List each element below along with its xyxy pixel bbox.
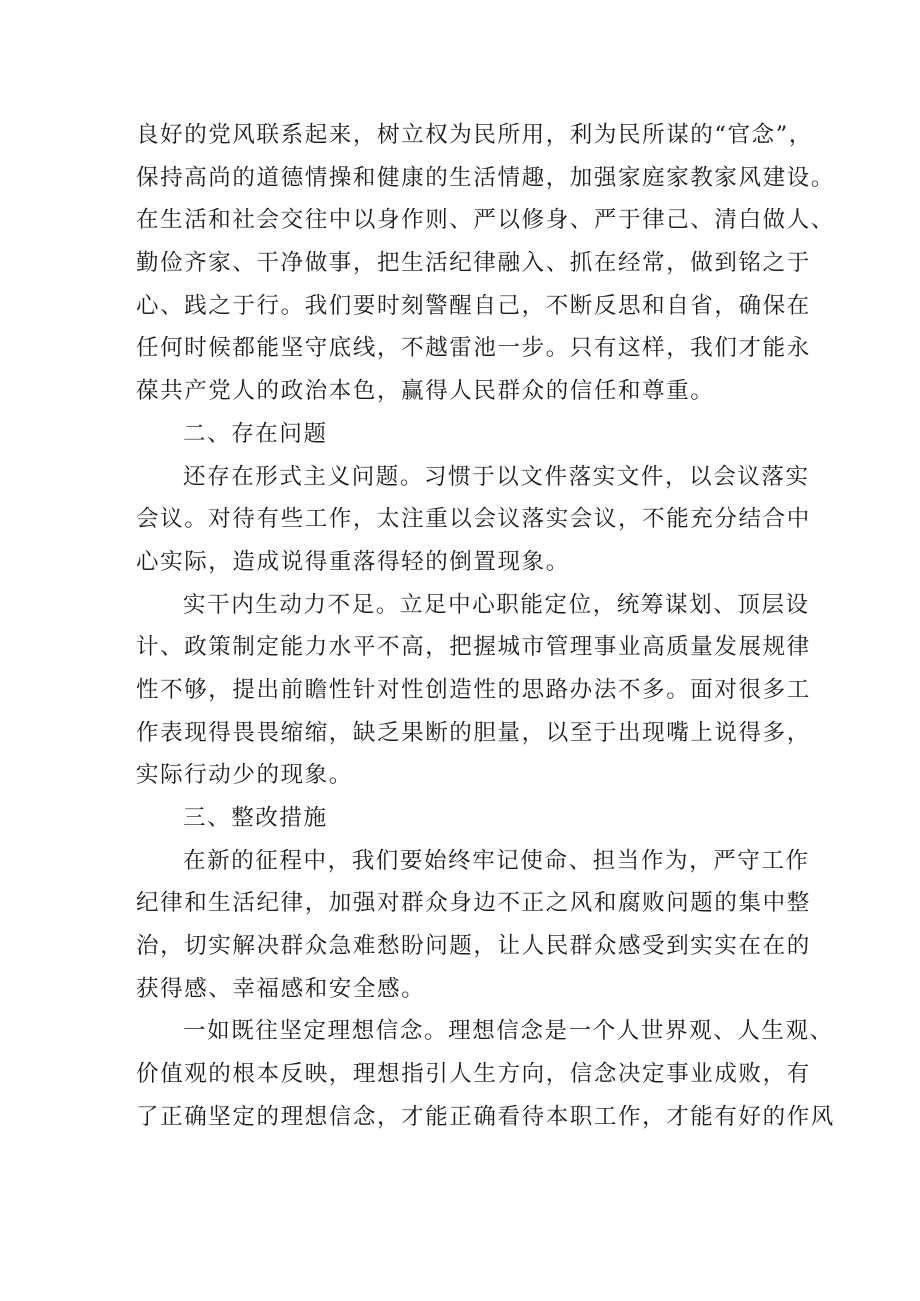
paragraph-line: 在新的征程中，我们要始终牢记使命、担当作为，严守工作 xyxy=(183,847,810,874)
paragraph-line: 保持高尚的道德情操和健康的生活情趣，加强家庭家教家风建设。 xyxy=(136,164,835,191)
paragraph-line: 了正确坚定的理想信念，才能正确看待本职工作，才能有好的作风 xyxy=(136,1103,835,1130)
paragraph-line: 治，切实解决群众急难愁盼问题，让人民群众感受到实实在在的 xyxy=(136,933,811,960)
paragraph-line: 心、践之于行。我们要时刻警醒自己，不断反思和自省，确保在 xyxy=(136,292,811,319)
paragraph-line: 任何时候都能坚守底线，不越雷池一步。只有这样，我们才能永 xyxy=(136,335,811,362)
paragraph-line: 作表现得畏畏缩缩，缺乏果断的胆量，以至于出现嘴上说得多， xyxy=(136,719,811,746)
document-body xyxy=(136,114,835,1139)
paragraph-line: 心实际，造成说得重落得轻的倒置现象。 xyxy=(136,548,570,575)
paragraph-line: 葆共产党人的政治本色，赢得人民群众的信任和尊重。 xyxy=(136,378,715,405)
paragraph-line: 实际行动少的现象。 xyxy=(136,762,353,789)
paragraph-line: 获得感、幸福感和安全感。 xyxy=(136,975,426,1002)
paragraph-line: 价值观的根本反映，理想指引人生方向，信念决定事业成败，有 xyxy=(136,1061,811,1088)
section-heading-problems: 二、存在问题 xyxy=(183,420,328,447)
paragraph-line: 一如既往坚定理想信念。理想信念是一个人世界观、人生观、 xyxy=(183,1018,834,1045)
paragraph-line: 会议。对待有些工作，太注重以会议落实会议，不能充分结合中 xyxy=(136,506,811,533)
paragraph-line: 纪律和生活纪律，加强对群众身边不正之风和腐败问题的集中整 xyxy=(136,890,811,917)
paragraph-line: 还存在形式主义问题。习惯于以文件落实文件，以会议落实 xyxy=(183,463,810,490)
paragraph-line: 在生活和社会交往中以身作则、严以修身、严于律己、清白做人、 xyxy=(136,207,835,234)
paragraph-line: 良好的党风联系起来，树立权为民所用，利为民所谋的“官念”， xyxy=(136,122,813,148)
paragraph-line: 勤俭齐家、干净做事，把生活纪律融入、抓在经常，做到铭之于 xyxy=(136,250,811,277)
paragraph-line: 性不够，提出前瞻性针对性创造性的思路办法不多。面对很多工 xyxy=(136,676,811,703)
paragraph-line: 实干内生动力不足。立足中心职能定位，统筹谋划、顶层设 xyxy=(183,591,810,618)
section-heading-measures: 三、整改措施 xyxy=(183,805,328,831)
paragraph-line: 计、政策制定能力水平不高，把握城市管理事业高质量发展规律 xyxy=(136,634,811,661)
